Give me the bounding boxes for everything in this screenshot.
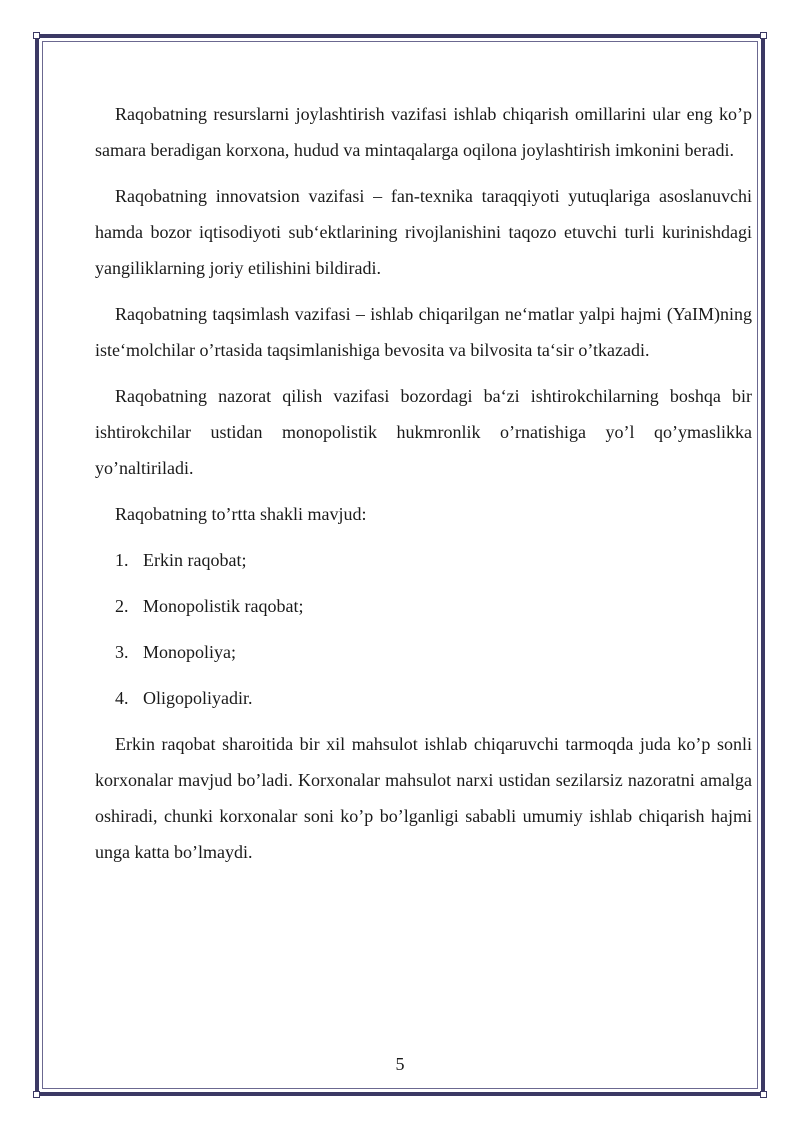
list-item bbox=[95, 680, 752, 716]
list-item bbox=[95, 634, 752, 670]
list-item-number: 4. bbox=[115, 688, 129, 708]
paragraph-free-competition: Erkin raqobat sharoitida bir xil mahsulot ishlab chiqaruvchi tarmoqda juda ko’p sonli korxonalar mavjud bo’ladi. Korxonalar mahsulot narxi ustidan sezilarsiz nazoratni amalga oshiradi, chunki korxonalar soni ko’p bo’lganligi sababli umumiy ishlab chiqarish hajmi unga katta bo’lmaydi. bbox=[95, 734, 752, 862]
list-item bbox=[95, 588, 752, 624]
paragraph-innovation-function: Raqobatning innovatsion vazifasi – fan-texnika taraqqiyoti yutuqlariga asoslanuvchi hamda bozor iqtisodiyoti sub‘ektlarining rivojlanishini taqozo etuvchi turli kurinishdagi yangiliklarning joriy etilishini bildiradi. bbox=[95, 186, 752, 278]
list-item bbox=[95, 542, 752, 578]
list-item-number: 2. bbox=[115, 596, 129, 616]
paragraph-control-function: Raqobatning nazorat qilish vazifasi bozordagi ba‘zi ishtirokchilarning boshqa bir ishtirokchilar ustidan monopolistik hukmronlik o’rnatishiga yo’l qo’ymaslikka yo’naltiriladi. bbox=[95, 386, 752, 478]
list-item-number: 1. bbox=[115, 550, 129, 570]
list-item-text: Monopolistik raqobat; bbox=[143, 596, 304, 616]
competition-forms-list bbox=[95, 542, 752, 716]
frame-corner-top-right bbox=[760, 32, 767, 39]
list-item-number: 3. bbox=[115, 642, 129, 662]
paragraph-resource-allocation: Raqobatning resurslarni joylashtirish vazifasi ishlab chiqarish omillarini ular eng ko’p samara beradigan korxona, hudud va mintaqalarga oqilona joylashtirish imkonini beradi. bbox=[95, 104, 752, 160]
paragraph-forms-intro: Raqobatning to’rtta shakli mavjud: bbox=[115, 504, 367, 524]
frame-corner-top-left bbox=[33, 32, 40, 39]
paragraph-distribution-function: Raqobatning taqsimlash vazifasi – ishlab chiqarilgan ne‘matlar yalpi hajmi (YaIM)ning iste‘molchilar o’rtasida taqsimlanishiga bevosita va bilvosita ta‘sir o’tkazadi. bbox=[95, 304, 752, 360]
list-item-text: Monopoliya; bbox=[143, 642, 236, 662]
page-number: 5 bbox=[395, 1054, 405, 1074]
document-body bbox=[95, 96, 752, 880]
list-item-text: Oligopoliyadir. bbox=[143, 688, 253, 708]
frame-corner-bottom-right bbox=[760, 1091, 767, 1098]
frame-corner-bottom-left bbox=[33, 1091, 40, 1098]
list-item-text: Erkin raqobat; bbox=[143, 550, 247, 570]
